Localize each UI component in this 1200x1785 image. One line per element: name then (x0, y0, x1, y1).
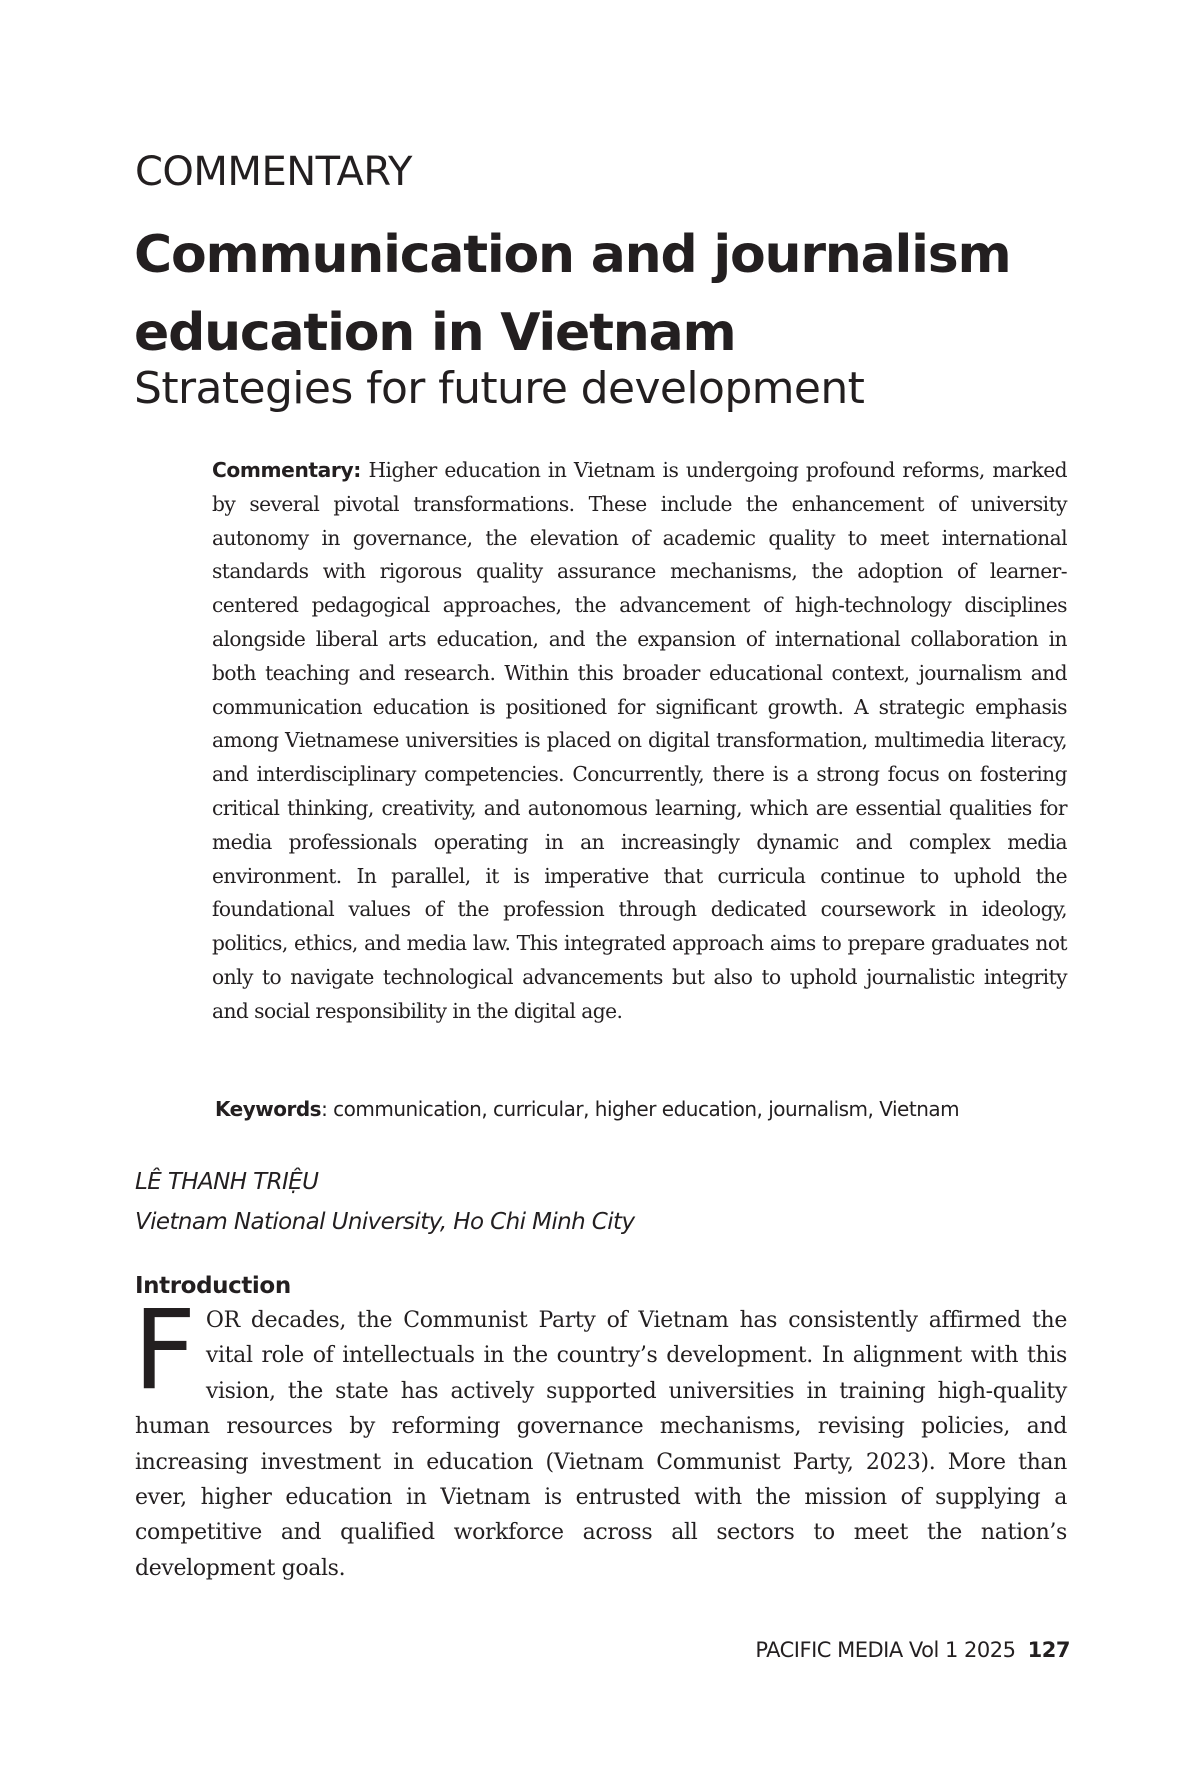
keywords (215, 1094, 1070, 1124)
author-name: LÊ THANH TRIỆU (135, 1169, 319, 1195)
keywords-label: Keywords (215, 1097, 322, 1121)
page-number: 127 (1027, 1638, 1070, 1662)
drop-cap: F (133, 1286, 196, 1414)
article-title: Communication and journalism education in Vietnam (134, 225, 1011, 363)
journal-name: PACIFIC MEDIA Vol 1 2025 (755, 1638, 1016, 1662)
abstract-lead: Commentary: (212, 458, 361, 482)
page-footer (730, 1635, 1070, 1665)
keywords-text: communication, curricular, higher education, journalism, Vietnam (333, 1097, 960, 1121)
author-affiliation: Vietnam National University, Ho Chi Minh City (135, 1209, 635, 1235)
keywords-separator: : (321, 1097, 328, 1121)
article-subtitle: Strategies for future development (134, 363, 865, 414)
section-label: COMMENTARY (135, 149, 412, 195)
abstract (212, 454, 1067, 1029)
abstract-text: Higher education in Vietnam is undergoing profound reforms, marked by several pivotal transformations. These include the enhancement of university autonomy in governance, the elevation of academic quality to meet international standards with rigorous quality assurance mechanisms, the adoption of learner-centered pedagogical approaches, the advancement of high-technology disciplines alongside liberal arts education, and the expansion of international collaboration in both teaching and research. Within this broader educational context, journalism and communication education is positioned for significant growth. A strategic emphasis among Vietnamese universities is placed on digital transformation, multimedia literacy, and interdisciplinary competencies. Concurrently, there is a strong focus on fostering critical thinking, creativity, and autonomous learning, which are essential qualities for media professionals operating in an increasingly dynamic and complex media environment. In parallel, it is imperative that curricula continue to uphold the foundational values of the profession through dedicated coursework in ideology, politics, ethics, and media law. This integrated approach aims to prepare graduates not only to navigate technological advancements but also to uphold journalistic integrity and social responsibility in the digital age. (212, 458, 1067, 1023)
introduction-heading: Introduction (135, 1273, 291, 1299)
introduction-text: OR decades, the Communist Party of Vietnam has consistently affirmed the vital role of intellectuals in the country’s development. In alignment with this vision, the state has actively supported universities in training high-quality human resources by reforming governance mechanisms, revising policies, and increasing investment in education (Vietnam Communist Party, 2023). More than ever, higher education in Vietnam is entrusted with the mission of supplying a competitive and qualified workforce across all sectors to meet the nation’s development goals. (135, 1308, 1067, 1581)
